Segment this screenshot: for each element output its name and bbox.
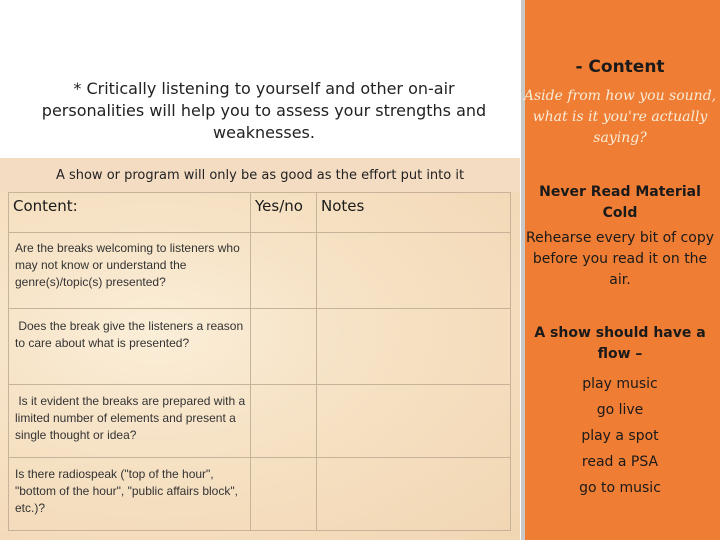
header-yes-no: Yes/no: [251, 193, 317, 233]
flow-item: go live: [596, 402, 644, 418]
flow-item: read a PSA: [581, 454, 659, 470]
question-text: Does the break give the listeners a reason to care about what is presented?: [15, 319, 247, 350]
yes-no-cell[interactable]: [251, 458, 317, 531]
panel-aside: Aside from how you sound, what is it you're actually saying?: [523, 88, 717, 146]
content-checklist-table: [8, 192, 511, 531]
yes-no-cell[interactable]: [251, 309, 317, 385]
flow-item: go to music: [579, 480, 661, 496]
yes-no-cell[interactable]: [251, 385, 317, 458]
table-row: [9, 233, 511, 309]
notes-cell[interactable]: [317, 458, 511, 531]
flow-item: play music: [582, 376, 658, 392]
panel-heading: - Content: [575, 57, 665, 77]
header-notes: Notes: [317, 193, 511, 233]
question-text: Is there radiospeak ("top of the hour", "bottom of the hour", "public affairs block", etc.)?: [15, 467, 238, 515]
tip2-title: A show should have a flow –: [534, 325, 706, 362]
notes-cell[interactable]: [317, 233, 511, 309]
intro-text: * Critically listening to yourself and other on-air personalities will help you to assess your strengths and weaknesses.: [41, 79, 487, 142]
tip1-title: Never Read Material Cold: [539, 184, 701, 221]
notes-cell[interactable]: [317, 309, 511, 385]
table-header-row: [9, 193, 511, 233]
flow-list: [522, 371, 718, 501]
band-text: A show or program will only be as good as the effort put into it: [55, 168, 465, 183]
table-row: [9, 458, 511, 531]
question-text: Is it evident the breaks are prepared with a limited number of elements and present a single thought or idea?: [15, 394, 249, 442]
header-content: Content:: [9, 193, 251, 233]
notes-cell[interactable]: [317, 385, 511, 458]
yes-no-cell[interactable]: [251, 233, 317, 309]
table-row: [9, 385, 511, 458]
table-row: [9, 309, 511, 385]
flow-item: play a spot: [581, 428, 659, 444]
tip1-body: Rehearse every bit of copy before you read it on the air.: [526, 230, 714, 288]
question-text: Are the breaks welcoming to listeners who may not know or understand the genre(s)/topic(s) presented?: [15, 241, 240, 289]
